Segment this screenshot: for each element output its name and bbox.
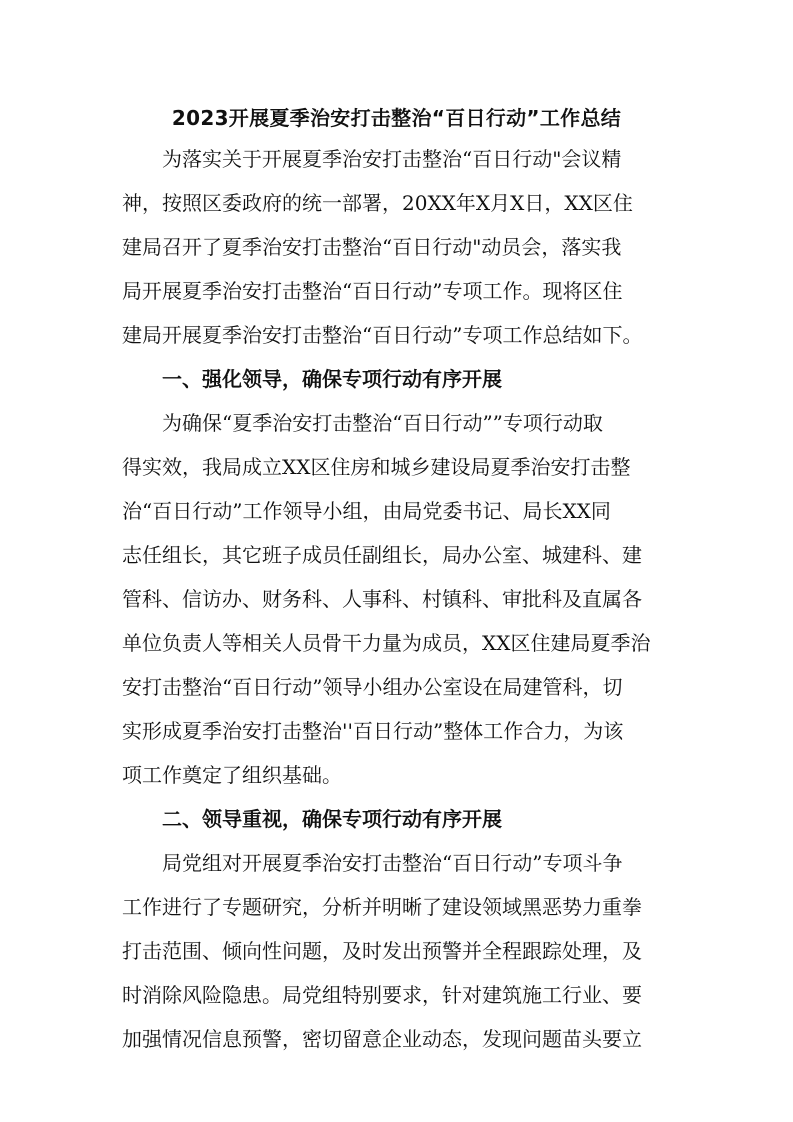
paragraph-1-line-1: 为落实关于开展夏季治安打击整治“百日行动"会议精 bbox=[162, 147, 622, 171]
paragraph-2-line-6: 单位负责人等相关人员骨干力量为成员，XX区住建局夏季治 bbox=[122, 631, 651, 655]
section-heading-2: 二、领导重视，确保专项行动有序开展 bbox=[162, 807, 502, 831]
paragraph-2-line-8: 实形成夏季治安打击整治''百日行动”整体工作合力，为该 bbox=[122, 719, 624, 743]
paragraph-2-line-9: 项工作奠定了组织基础。 bbox=[122, 763, 342, 787]
paragraph-3-line-3: 打击范围、倾向性问题，及时发出预警并全程跟踪处理，及 bbox=[122, 939, 642, 963]
paragraph-3-line-1: 局党组对开展夏季治安打击整治“百日行动”专项斗争 bbox=[162, 851, 623, 875]
section-heading-1: 一、强化领导，确保专项行动有序开展 bbox=[162, 367, 502, 391]
paragraph-2-line-3: 治“百日行动”工作领导小组，由局党委书记、局长XX同 bbox=[122, 499, 611, 523]
paragraph-2-line-7: 安打击整治“百日行动”领导小组办公室设在局建管科，切 bbox=[122, 675, 623, 699]
paragraph-1-line-5: 建局开展夏季治安打击整治“百日行动”专项工作总结如下。 bbox=[122, 323, 643, 347]
paragraph-3-line-2: 工作进行了专题研究，分析并明晰了建设领域黑恶势力重拳 bbox=[122, 895, 642, 919]
paragraph-1-line-4: 局开展夏季治安打击整治“百日行动”专项工作。现将区住 bbox=[122, 279, 623, 303]
paragraph-2-line-4: 志任组长，其它班子成员任副组长，局办公室、城建科、建 bbox=[122, 543, 642, 567]
document-title: 2023开展夏季治安打击整治“百日行动”工作总结 bbox=[171, 106, 622, 130]
paragraph-3-line-4: 时消除风险隐患。局党组特别要求，针对建筑施工行业、要 bbox=[122, 983, 642, 1007]
paragraph-1-line-2: 神，按照区委政府的统一部署，20XX年X月X日，XX区住 bbox=[122, 191, 633, 215]
paragraph-2-line-1: 为确保“夏季治安打击整治“百日行动””专项行动取 bbox=[162, 411, 603, 435]
paragraph-3-line-5: 加强情况信息预警，密切留意企业动态，发现问题苗头要立 bbox=[122, 1027, 642, 1051]
paragraph-1-line-3: 建局召开了夏季治安打击整治“百日行动"动员会，落实我 bbox=[122, 235, 622, 259]
paragraph-2-line-2: 得实效，我局成立XX区住房和城乡建设局夏季治安打击整 bbox=[122, 455, 631, 479]
paragraph-2-line-5: 管科、信访办、财务科、人事科、村镇科、审批科及直属各 bbox=[122, 587, 642, 611]
